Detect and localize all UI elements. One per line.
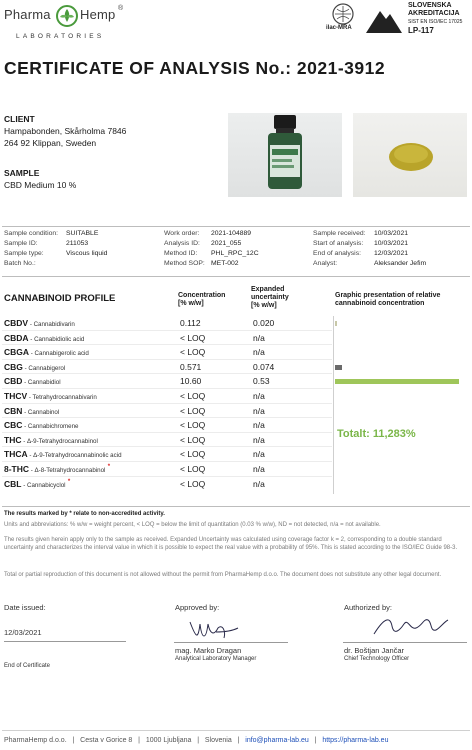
sample-bottle-photo xyxy=(228,113,342,197)
footer-street: Cesta v Gorice 8 xyxy=(80,737,133,744)
footer-email-link[interactable]: info@pharma-lab.eu xyxy=(245,737,309,744)
cannabinoid-name: Cannabichromene xyxy=(27,423,79,430)
concentration-value: < LOQ xyxy=(180,347,206,357)
authorized-by-label: Authorized by: xyxy=(344,603,392,612)
meta-top-divider xyxy=(2,226,470,227)
abbr-text: CBG xyxy=(4,362,23,372)
date-issued-label: Date issued: xyxy=(4,603,46,612)
logo-registered: ® xyxy=(118,5,124,12)
meta-label: Start of analysis: xyxy=(313,240,364,247)
certificate-title: CERTIFICATE OF ANALYSIS No.: 2021-3912 xyxy=(4,58,386,78)
meta-label: Sample received: xyxy=(313,230,366,237)
concentration-value: < LOQ xyxy=(180,464,206,474)
row-separator xyxy=(2,417,332,418)
concentration-bar xyxy=(335,365,342,370)
row-separator xyxy=(2,388,332,389)
concentration-value: < LOQ xyxy=(180,435,206,445)
acc-name-2: AKREDITACIJA xyxy=(408,10,460,17)
cannabinoid-name: Cannabidiol xyxy=(27,379,61,386)
abbr-dash: - xyxy=(28,321,34,328)
footer-separator: | xyxy=(138,737,140,744)
approver-line xyxy=(174,642,288,643)
approved-by-label: Approved by: xyxy=(175,603,220,612)
meta-value: 211053 xyxy=(66,240,89,247)
abbr-text: CBD xyxy=(4,376,23,386)
cannabinoid-abbr xyxy=(4,406,59,416)
abbr-text: CBDV xyxy=(4,318,29,328)
row-separator xyxy=(2,446,332,447)
abbr-dash: - xyxy=(29,350,35,357)
logo-laboratories: LABORATORIES xyxy=(16,33,105,40)
acc-standard: SIST EN ISO/IEC 17025 xyxy=(408,19,463,25)
abbr-dash: - xyxy=(21,438,27,445)
footer xyxy=(4,737,388,744)
approver-name: mag. Marko Dragan xyxy=(175,646,242,655)
footer-divider xyxy=(2,730,470,731)
abbr-dash: - xyxy=(29,467,35,474)
footer-separator: | xyxy=(237,737,240,744)
hemp-leaf-icon xyxy=(56,4,78,28)
results-note: The results given herein apply only to the sample as received. Expanded Uncertainty was calculated using coverage factor k = 2, corresponding to a double standard uncertainty and characterizes the interval value in which it is possible to expect the real value with a probability of 95%. This is stated according to the ISO/IEC Guide 98-3. xyxy=(4,537,458,551)
graph-header-text-2: cannabinoid concentration xyxy=(335,300,425,307)
row-separator xyxy=(2,461,332,462)
end-of-certificate: End of Certificate xyxy=(4,663,51,669)
approver-signature xyxy=(186,614,242,644)
non-accredited-star: * xyxy=(67,479,71,485)
concentration-value: < LOQ xyxy=(180,391,206,401)
abbr-text: THCV xyxy=(4,391,28,401)
concentration-value: 0.112 xyxy=(180,318,201,328)
meta-label: Batch No.: xyxy=(4,260,36,267)
unc-header-unit: [% w/w] xyxy=(251,302,277,309)
sample-oil-drop-photo xyxy=(353,113,467,197)
abbr-text: 8-THC xyxy=(4,464,30,474)
uncertainty-value: n/a xyxy=(253,347,265,357)
total-cannabinoids: Totalt: 11,283% xyxy=(337,428,416,440)
meta-label: Sample type: xyxy=(4,250,44,257)
meta-label: Sample condition: xyxy=(4,230,59,237)
meta-value: Viscous liquid xyxy=(66,250,108,257)
concentration-bar xyxy=(335,379,459,384)
logo-word-hemp: Hemp xyxy=(80,7,116,22)
meta-value: 10/03/2021 xyxy=(374,230,409,237)
meta-value: 2021_055 xyxy=(211,240,242,247)
authorizer-signature xyxy=(370,612,450,642)
concentration-value: < LOQ xyxy=(180,406,206,416)
abbr-text: CBN xyxy=(4,406,23,416)
meta-label: End of analysis: xyxy=(313,250,361,257)
date-line xyxy=(4,641,126,642)
abbr-dash: - xyxy=(21,482,27,489)
footer-company: PharmaHemp d.o.o. xyxy=(4,737,67,744)
pharmahemp-logo xyxy=(4,4,130,42)
concentration-value: < LOQ xyxy=(180,479,206,489)
graph-header-text-1: Graphic presentation of relative xyxy=(335,292,441,299)
non-accredited-star: * xyxy=(107,464,111,470)
acc-id: LP-117 xyxy=(408,26,434,35)
meta-bottom-divider xyxy=(2,276,470,277)
abbr-text: CBC xyxy=(4,420,23,430)
cannabinoid-abbr xyxy=(4,333,84,343)
meta-label: Analysis ID: xyxy=(164,240,200,247)
cannabinoid-name: Cannabigerolic acid xyxy=(34,350,89,357)
row-separator xyxy=(2,476,332,477)
meta-label: Analyst: xyxy=(313,260,338,267)
logo-word-pharma: Pharma xyxy=(4,7,51,22)
date-issued-value: 12/03/2021 xyxy=(4,628,42,637)
row-separator xyxy=(2,344,332,345)
meta-label: Method SOP: xyxy=(164,260,205,267)
notes-divider xyxy=(2,506,470,507)
footer-separator: | xyxy=(197,737,200,744)
cannabinoid-name: Δ-8-Tetrahydrocannabinol xyxy=(34,467,106,474)
row-separator xyxy=(2,330,332,331)
cannabinoid-name: Cannabidiolic acid xyxy=(34,336,85,343)
uncertainty-value: n/a xyxy=(253,406,265,416)
cannabinoid-abbr xyxy=(4,435,98,445)
abbr-dash: - xyxy=(28,336,35,343)
cannabinoid-name: Δ-9-Tetrahydrocannabinol xyxy=(26,438,98,445)
uncertainty-value: 0.020 xyxy=(253,318,275,328)
abbr-text: CBGA xyxy=(4,347,30,357)
meta-value: 10/03/2021 xyxy=(374,240,409,247)
uncertainty-value: n/a xyxy=(253,420,265,430)
accreditation-mountain-icon xyxy=(364,5,404,35)
footer-country: Slovenia xyxy=(204,737,232,744)
cannabinoid-abbr xyxy=(4,391,97,401)
conc-header-unit: [% w/w] xyxy=(178,300,204,307)
footer-separator: | xyxy=(72,737,75,744)
abbr-dash: - xyxy=(27,394,33,401)
concentration-value: 10.60 xyxy=(180,376,202,386)
row-separator xyxy=(2,403,332,404)
concentration-bar xyxy=(335,321,337,326)
abbr-dash: - xyxy=(22,423,28,430)
column-header-graphic xyxy=(335,292,440,308)
cannabinoid-abbr xyxy=(4,464,110,474)
abbr-text: THC xyxy=(4,435,22,445)
cannabinoid-name: Cannabidivarin xyxy=(33,321,75,328)
concentration-value: 0.571 xyxy=(180,362,202,372)
authorizer-name: dr. Boštjan Jančar xyxy=(344,646,405,655)
abbr-text: CBL xyxy=(4,479,22,489)
row-separator xyxy=(2,359,332,360)
sample-metadata xyxy=(4,230,466,274)
cannabinoid-name: Tetrahydrocannabivarin xyxy=(32,394,97,401)
client-address-line1: Hampabonden, Skårholma 7846 xyxy=(4,126,127,136)
abbr-dash: - xyxy=(27,452,34,459)
uncertainty-value: 0.53 xyxy=(253,376,270,386)
cannabinoid-name: Cannabinol xyxy=(27,409,60,416)
authorizer-line xyxy=(343,642,467,643)
cannabinoid-name: Cannabigerol xyxy=(28,365,66,372)
uncertainty-value: n/a xyxy=(253,479,265,489)
abbr-dash: - xyxy=(22,365,29,372)
cannabinoid-abbr xyxy=(4,376,61,386)
unc-header-text-2: uncertainty xyxy=(251,294,289,301)
meta-label: Method ID: xyxy=(164,250,198,257)
cannabinoid-abbr xyxy=(4,362,65,372)
meta-value: MET-002 xyxy=(211,260,239,267)
column-header-uncertainty xyxy=(251,286,289,310)
ilac-label: ilac-MRA xyxy=(326,25,352,31)
client-address-line2: 264 92 Klippan, Sweden xyxy=(4,138,97,148)
concentration-value: < LOQ xyxy=(180,420,206,430)
reproduction-note: Total or partial reproduction of this document is not allowed without the permit from PharmaHemp d.o.o. The document does not substitute any other legal document. xyxy=(4,572,442,578)
cannabinoid-abbr xyxy=(4,479,70,489)
abbr-text: THCA xyxy=(4,449,28,459)
approver-role: Analytical Laboratory Manager xyxy=(175,656,257,662)
uncertainty-value: n/a xyxy=(253,333,265,343)
cannabinoid-abbr xyxy=(4,449,122,459)
unc-header-text-1: Expanded xyxy=(251,286,285,293)
concentration-value: < LOQ xyxy=(180,449,206,459)
cannabinoid-name: Δ-9-Tetrahydrocannabinolic acid xyxy=(33,452,122,459)
abbr-dash: - xyxy=(22,409,28,416)
authorizer-role: Chief Technology Officer xyxy=(344,656,410,662)
row-separator xyxy=(2,432,332,433)
cannabinoid-abbr xyxy=(4,318,75,328)
uncertainty-value: n/a xyxy=(253,464,265,474)
footer-city: 1000 Ljubljana xyxy=(145,737,192,744)
graph-axis xyxy=(333,316,334,494)
uncertainty-value: n/a xyxy=(253,391,265,401)
conc-header-text: Concentration xyxy=(178,292,226,299)
uncertainty-value: n/a xyxy=(253,449,265,459)
meta-value: 12/03/2021 xyxy=(374,250,409,257)
non-accredited-note: The results marked by * relate to non-accredited activity. xyxy=(4,511,165,517)
units-note: Units and abbreviations: % w/w = weight percent, < LOQ = below the limit of quantitation (0.03 % w/w), ND = not detected, n/a = not available. xyxy=(4,522,381,528)
meta-label: Sample ID: xyxy=(4,240,38,247)
meta-value: 2021-104889 xyxy=(211,230,252,237)
uncertainty-value: n/a xyxy=(253,435,265,445)
footer-separator: | xyxy=(314,737,317,744)
cannabinoid-profile-title: CANNABINOID PROFILE xyxy=(4,293,116,304)
row-separator xyxy=(2,373,332,374)
column-header-concentration xyxy=(178,292,225,308)
cannabinoid-name: Cannabicyclol xyxy=(26,482,66,489)
uncertainty-value: 0.074 xyxy=(253,362,275,372)
meta-label: Work order: xyxy=(164,230,200,237)
acc-name-1: SLOVENSKA xyxy=(408,2,452,9)
cannabinoid-abbr xyxy=(4,420,79,430)
cannabinoid-abbr xyxy=(4,347,89,357)
client-label: CLIENT xyxy=(4,114,35,124)
sample-label: SAMPLE xyxy=(4,168,40,178)
sample-name: CBD Medium 10 % xyxy=(4,180,77,190)
abbr-dash: - xyxy=(22,379,28,386)
meta-value: Aleksander Jefim xyxy=(374,260,427,267)
meta-value: SUITABLE xyxy=(66,230,99,237)
accreditation-badge xyxy=(322,1,470,39)
abbr-text: CBDA xyxy=(4,333,29,343)
meta-value: PHL_RPC_12C xyxy=(211,250,259,257)
footer-website-link[interactable]: https://pharma-lab.eu xyxy=(322,737,389,744)
concentration-value: < LOQ xyxy=(180,333,206,343)
